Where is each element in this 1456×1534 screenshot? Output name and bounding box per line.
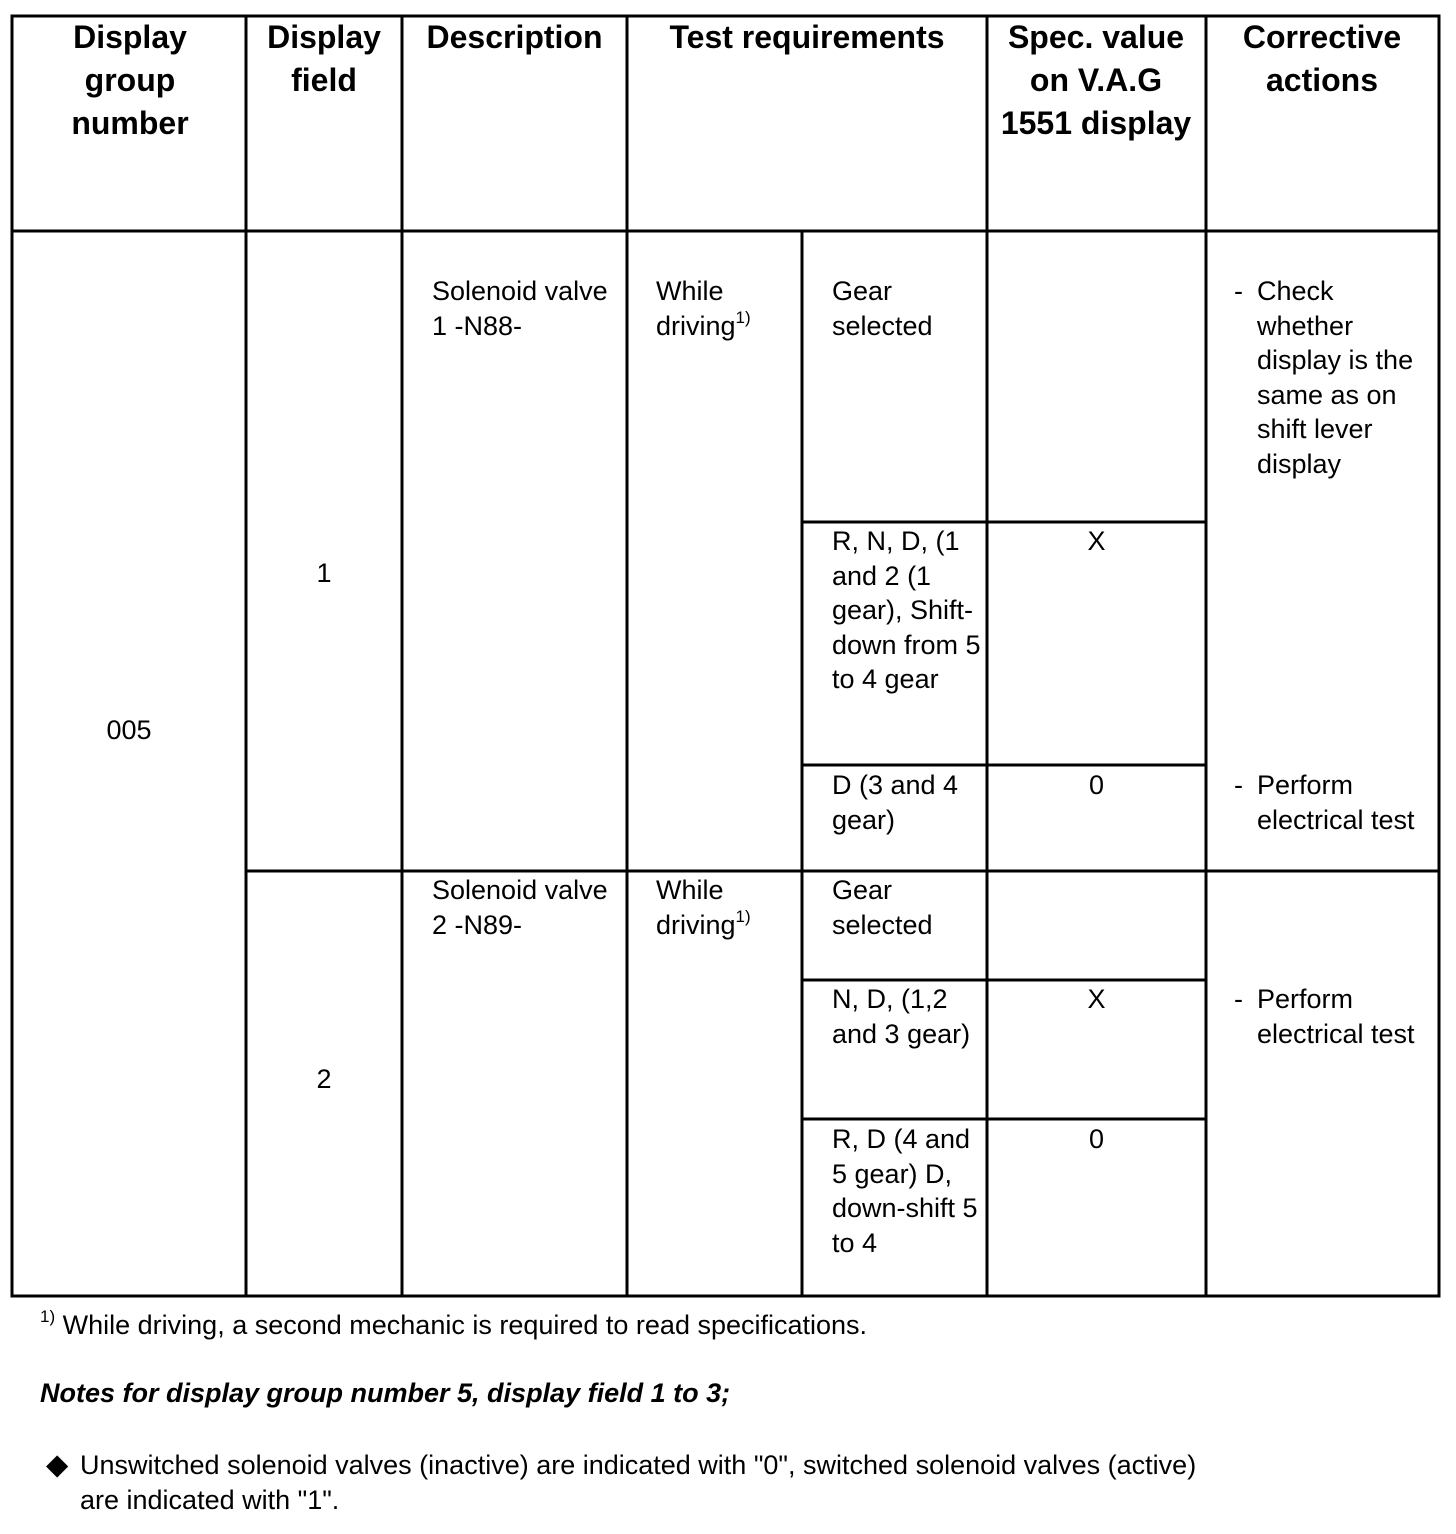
condition-field-1 xyxy=(656,274,796,343)
header-spec-value: Spec. value on V.A.G 1551 display xyxy=(1000,19,1192,141)
spec-row-1-2: X xyxy=(1087,526,1106,556)
condition-text: While driving xyxy=(656,276,736,341)
display-field-2: 2 xyxy=(316,1064,332,1094)
notes-title: Notes for display group number 5, display field 1 to 3; xyxy=(40,1378,731,1408)
action-1-2 xyxy=(1234,768,1434,837)
requirement-row-2-2: N, D, (1,2 and 3 gear) xyxy=(832,984,971,1049)
table-border xyxy=(12,16,1439,1296)
action-text: Perform electrical test xyxy=(1257,770,1415,835)
description-field-1: Solenoid valve 1 -N88- xyxy=(432,276,608,341)
spec-row-2-3: 0 xyxy=(1088,1124,1105,1154)
header-description: Description xyxy=(426,19,603,55)
footnote-text: While driving, a second mechanic is required to read specifications. xyxy=(62,1310,868,1340)
requirement-row-1-3: D (3 and 4 gear) xyxy=(832,770,959,835)
requirement-row-2-1: Gear selected xyxy=(832,875,933,940)
diamond-bullet-icon: ◆ xyxy=(46,1449,69,1481)
header-corrective-actions: Corrective actions xyxy=(1242,19,1402,98)
condition-text: While driving xyxy=(656,875,736,940)
condition-field-2 xyxy=(656,873,796,942)
header-display-field: Display field xyxy=(267,19,381,98)
footnote xyxy=(40,1307,868,1341)
bullet-text: Unswitched solenoid valves (inactive) are indicated with "0", switched solenoid valves (active) are indicated with "1". xyxy=(80,1450,1197,1515)
action-text: Perform electrical test xyxy=(1257,984,1415,1049)
dash-icon: - xyxy=(1234,276,1243,306)
action-2-1 xyxy=(1234,982,1434,1051)
group-number-cell: 005 xyxy=(106,715,152,745)
notes-bullet xyxy=(46,1448,1226,1518)
header-group-number: Display group number xyxy=(71,19,189,141)
header-test-requirements: Test requirements xyxy=(669,19,945,55)
footnote-mark: 1) xyxy=(40,1307,56,1326)
requirement-row-1-2: R, N, D, (1 and 2 (1 gear), Shift-down from 5 to 4 gear xyxy=(832,526,981,694)
dash-icon: - xyxy=(1234,984,1243,1014)
spec-row-1-3: 0 xyxy=(1088,770,1105,800)
spec-row-2-2: X xyxy=(1087,984,1106,1014)
footnote-ref: 1) xyxy=(735,307,751,327)
requirement-row-1-1: Gear selected xyxy=(832,276,933,341)
dash-icon: - xyxy=(1234,770,1243,800)
requirement-row-2-3: R, D (4 and 5 gear) D, down-shift 5 to 4 xyxy=(832,1124,978,1258)
action-1-1 xyxy=(1234,274,1434,481)
description-field-2: Solenoid valve 2 -N89- xyxy=(432,875,608,940)
display-field-1: 1 xyxy=(316,558,332,588)
footnote-ref: 1) xyxy=(735,906,751,926)
action-text: Check whether display is the same as on shift lever display xyxy=(1257,276,1414,479)
